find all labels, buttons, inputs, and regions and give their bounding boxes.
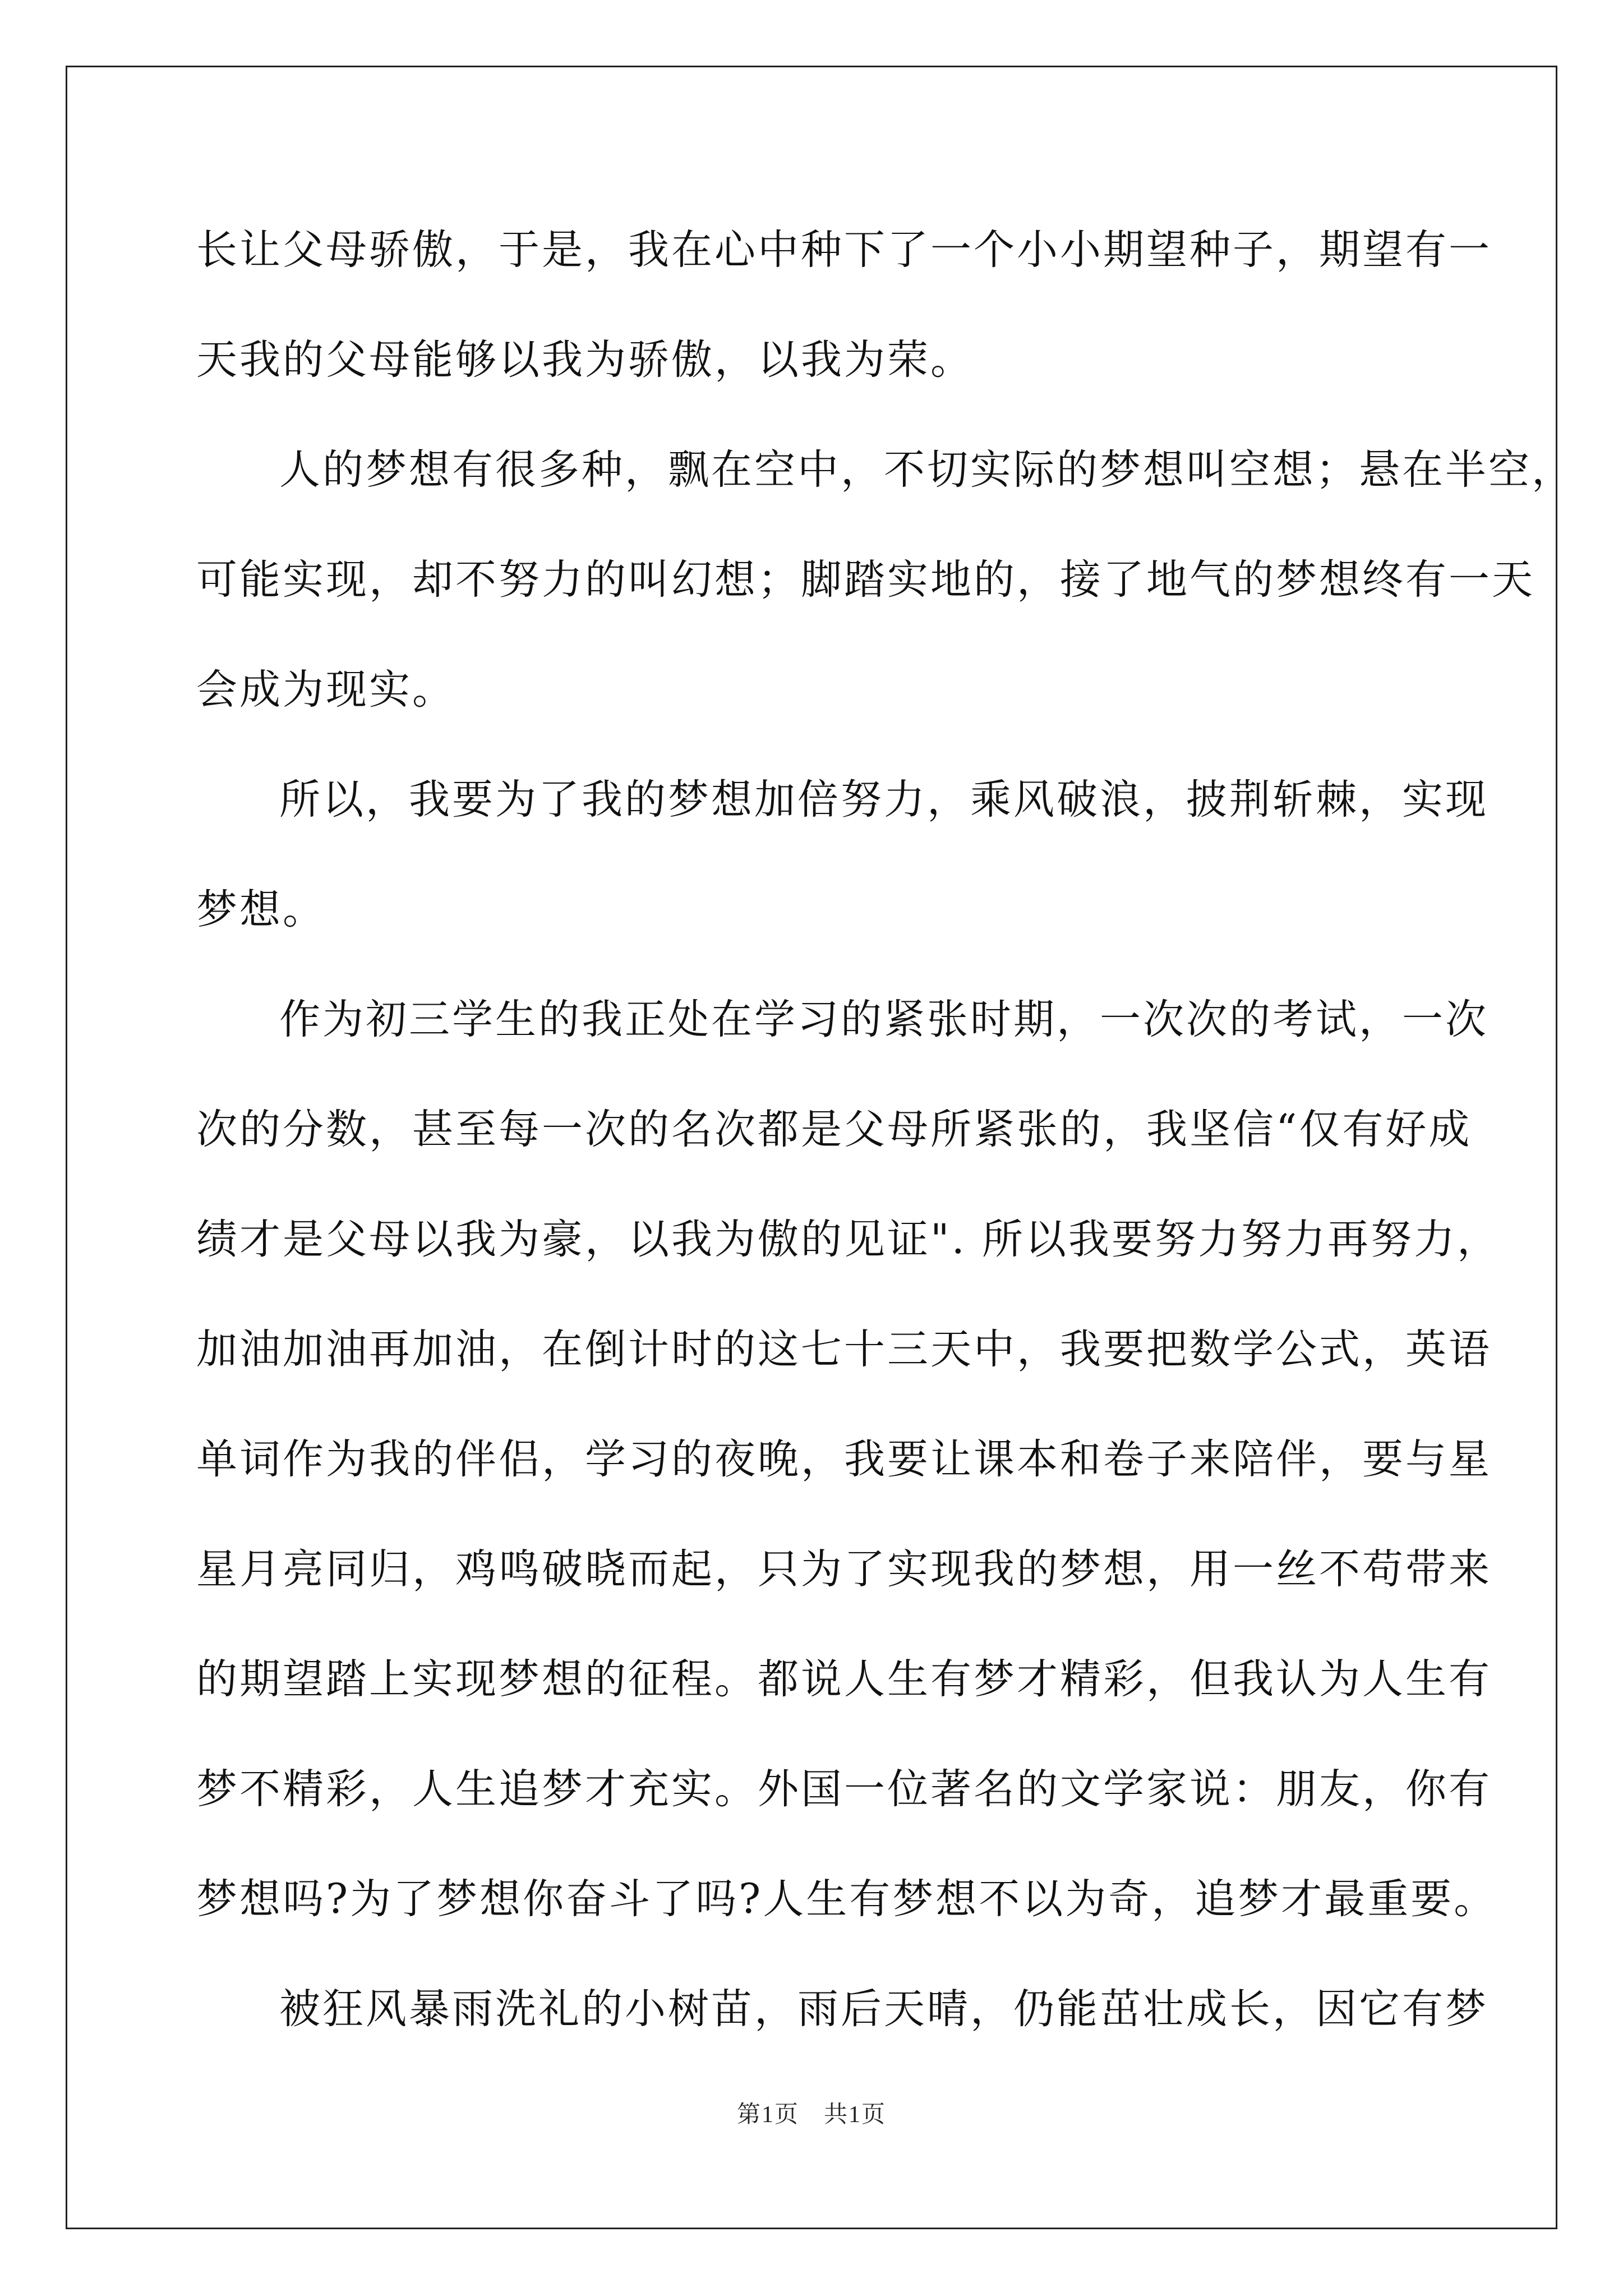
body-line-14: 的期望踏上实现梦想的征程。都说人生有梦才精彩，但我认为人生有 bbox=[196, 1655, 1492, 1703]
body-line-2: 天我的父母能够以我为骄傲，以我为荣。 bbox=[196, 336, 974, 384]
body-line-9: 次的分数，甚至每一次的名次都是父母所紧张的，我坚信“仅有好成 bbox=[196, 1106, 1472, 1153]
body-line-8: 作为初三学生的我正处在学习的紧张时期，一次次的考试，一次 bbox=[279, 996, 1488, 1043]
body-line-13: 星月亮同归，鸡鸣破晓而起，只为了实现我的梦想，用一丝不苟带来 bbox=[196, 1545, 1492, 1593]
body-line-10: 绩才是父母以我为豪，以我为傲的见证". 所以我要努力努力再努力， bbox=[196, 1216, 1500, 1263]
body-line-17: 被狂风暴雨洗礼的小树苗，雨后天晴，仍能茁壮成长，因它有梦 bbox=[279, 1985, 1488, 2033]
body-line-12: 单词作为我的伴侣，学习的夜晚，我要让课本和卷子来陪伴，要与星 bbox=[196, 1435, 1492, 1483]
body-line-15: 梦不精彩，人生追梦才充实。外国一位著名的文学家说：朋友，你有 bbox=[196, 1765, 1492, 1813]
body-line-7: 梦想。 bbox=[196, 886, 326, 933]
page-number-footer: 第1页 共1页 bbox=[736, 2102, 886, 2128]
body-line-6: 所以，我要为了我的梦想加倍努力，乘风破浪，披荆斩棘，实现 bbox=[279, 776, 1488, 823]
body-line-5: 会成为现实。 bbox=[196, 666, 455, 714]
body-line-3: 人的梦想有很多种，飘在空中，不切实际的梦想叫空想；悬在半空， bbox=[279, 446, 1575, 494]
body-line-11: 加油加油再加油，在倒计时的这七十三天中，我要把数学公式，英语 bbox=[196, 1326, 1492, 1373]
body-line-16: 梦想吗?为了梦想你奋斗了吗?人生有梦想不以为奇，追梦才最重要。 bbox=[196, 1875, 1497, 1923]
body-line-1: 长让父母骄傲，于是，我在心中种下了一个小小期望种子，期望有一 bbox=[196, 226, 1492, 274]
body-line-4: 可能实现，却不努力的叫幻想；脚踏实地的，接了地气的梦想终有一天 bbox=[196, 556, 1535, 604]
